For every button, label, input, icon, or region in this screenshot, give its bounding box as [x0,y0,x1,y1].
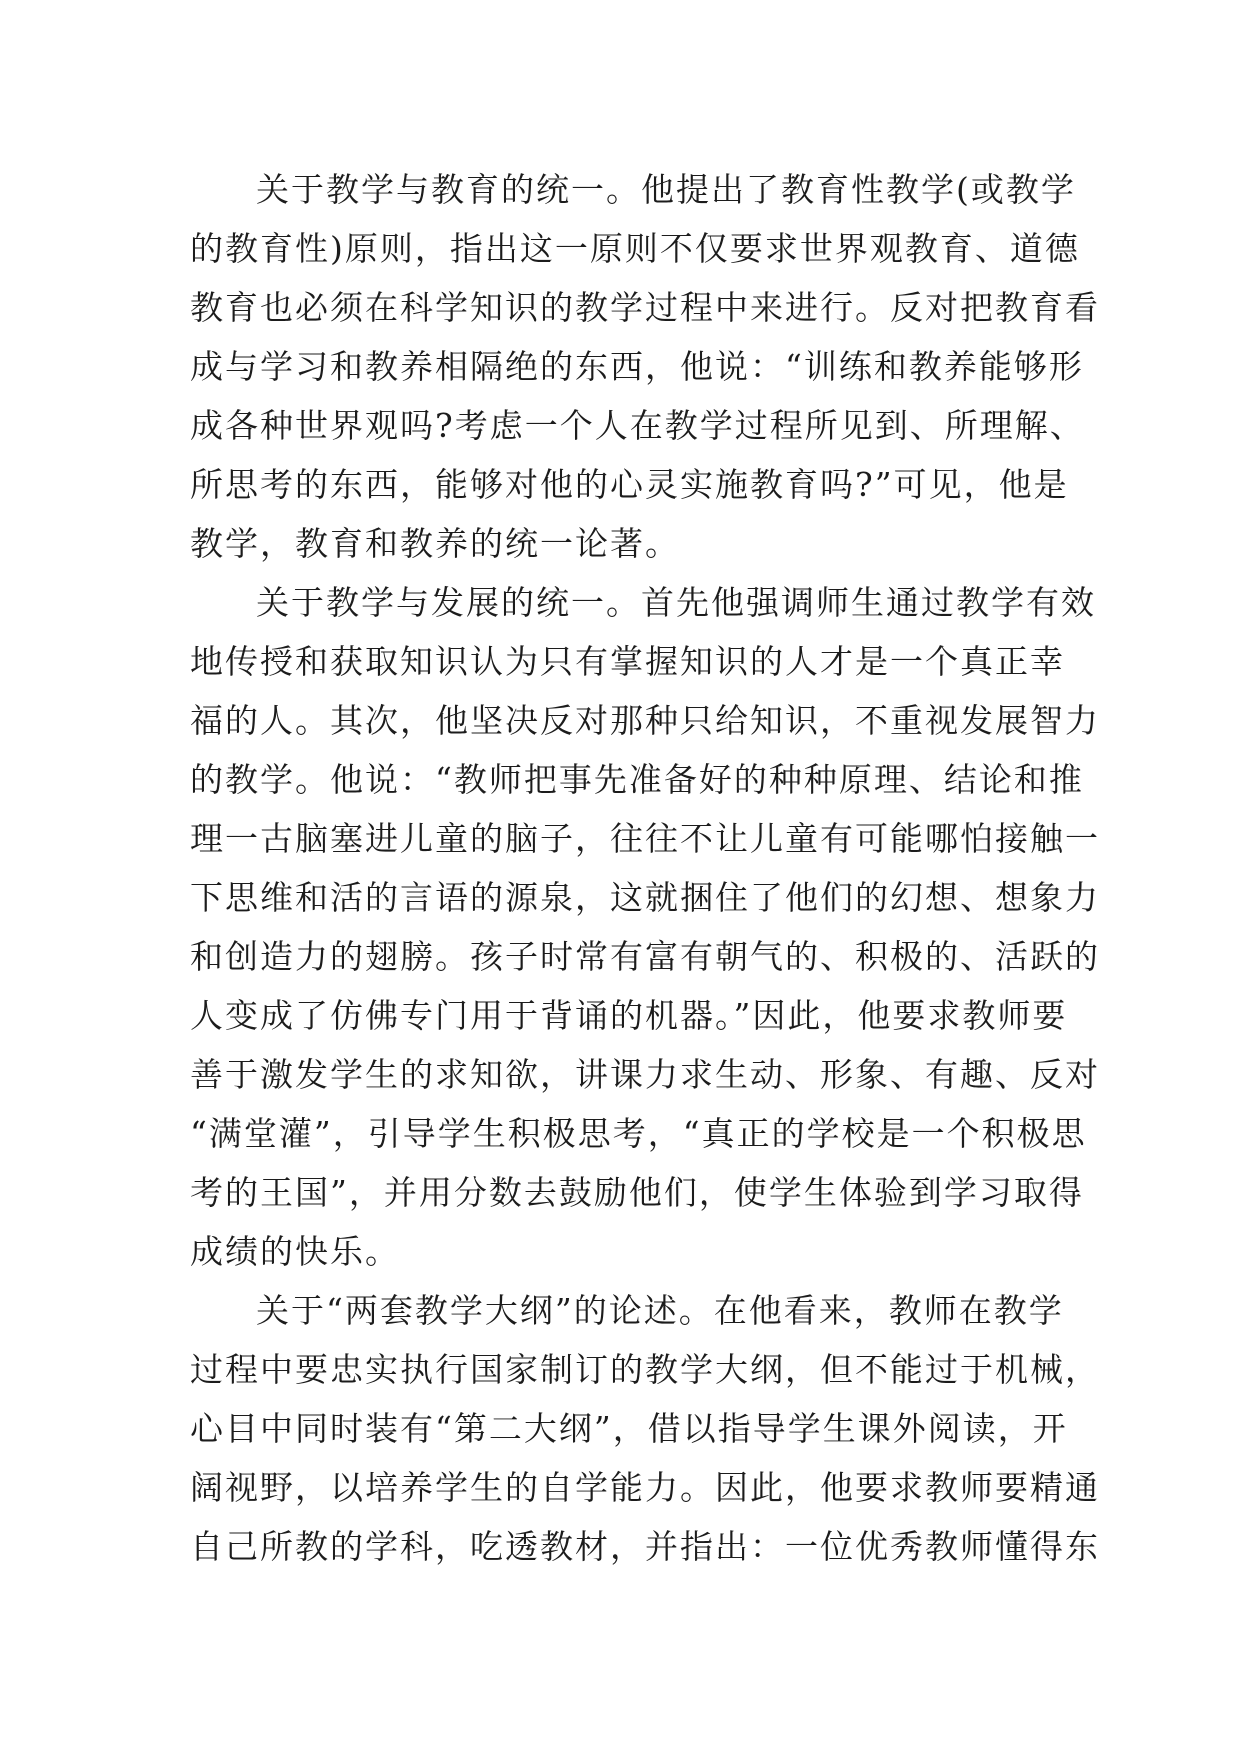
text-line: 下思维和活的言语的源泉，这就捆住了他们的幻想、想象力 [190,878,1100,917]
text-line: 教学，教育和教养的统一论著。 [190,524,680,563]
text-line: 人变成了仿佛专门用于背诵的机器。”因此，他要求教师要 [190,996,1068,1035]
text-line: 的教学。他说：“教师把事先准备好的种种原理、结论和推 [190,760,1084,799]
paragraph-two-syllabi [190,1281,1100,1576]
text-line: 关于教学与发展的统一。首先他强调师生通过教学有效 [256,583,1096,622]
text-line: 和创造力的翅膀。孩子时常有富有朝气的、积极的、活跃的 [190,937,1100,976]
text-line: 过程中要忠实执行国家制订的教学大纲，但不能过于机械， [190,1350,1100,1389]
text-line: 善于激发学生的求知欲，讲课力求生动、形象、有趣、反对 [190,1055,1100,1094]
text-line: 成绩的快乐。 [190,1232,400,1271]
text-line: 教育也必须在科学知识的教学过程中来进行。反对把教育看 [190,288,1100,327]
text-line: 自己所教的学科，吃透教材，并指出：一位优秀教师懂得东 [190,1527,1100,1566]
text-line: 地传授和获取知识认为只有掌握知识的人才是一个真正幸 [190,642,1065,681]
text-line: 关于“两套教学大纲”的论述。在他看来，教师在教学 [256,1291,1064,1330]
text-line: 成与学习和教养相隔绝的东西，他说：“训练和教养能够形 [190,347,1084,386]
text-line: 心目中同时装有“第二大纲”，借以指导学生课外阅读，开 [190,1409,1068,1448]
text-line: 理一古脑塞进儿童的脑子，往往不让儿童有可能哪怕接触一 [190,819,1100,858]
body-text [190,160,1100,1576]
text-line: 成各种世界观吗?考虑一个人在教学过程所见到、所理解、 [190,406,1085,445]
text-line: 关于教学与教育的统一。他提出了教育性教学(或教学 [256,170,1076,209]
text-line: 阔视野，以培养学生的自学能力。因此，他要求教师要精通 [190,1468,1100,1507]
text-line: “满堂灌”，引导学生积极思考，“真正的学校是一个积极思 [190,1114,1087,1153]
text-line: 福的人。其次，他坚决反对那种只给知识，不重视发展智力 [190,701,1100,740]
paragraph-teaching-development-unity [190,573,1100,1281]
text-line: 所思考的东西，能够对他的心灵实施教育吗?”可见，他是 [190,465,1069,504]
text-line: 考的王国”，并用分数去鼓励他们，使学生体验到学习取得 [190,1173,1084,1212]
paragraph-teaching-education-unity [190,160,1100,573]
text-line: 的教育性)原则，指出这一原则不仅要求世界观教育、道德 [190,229,1080,268]
